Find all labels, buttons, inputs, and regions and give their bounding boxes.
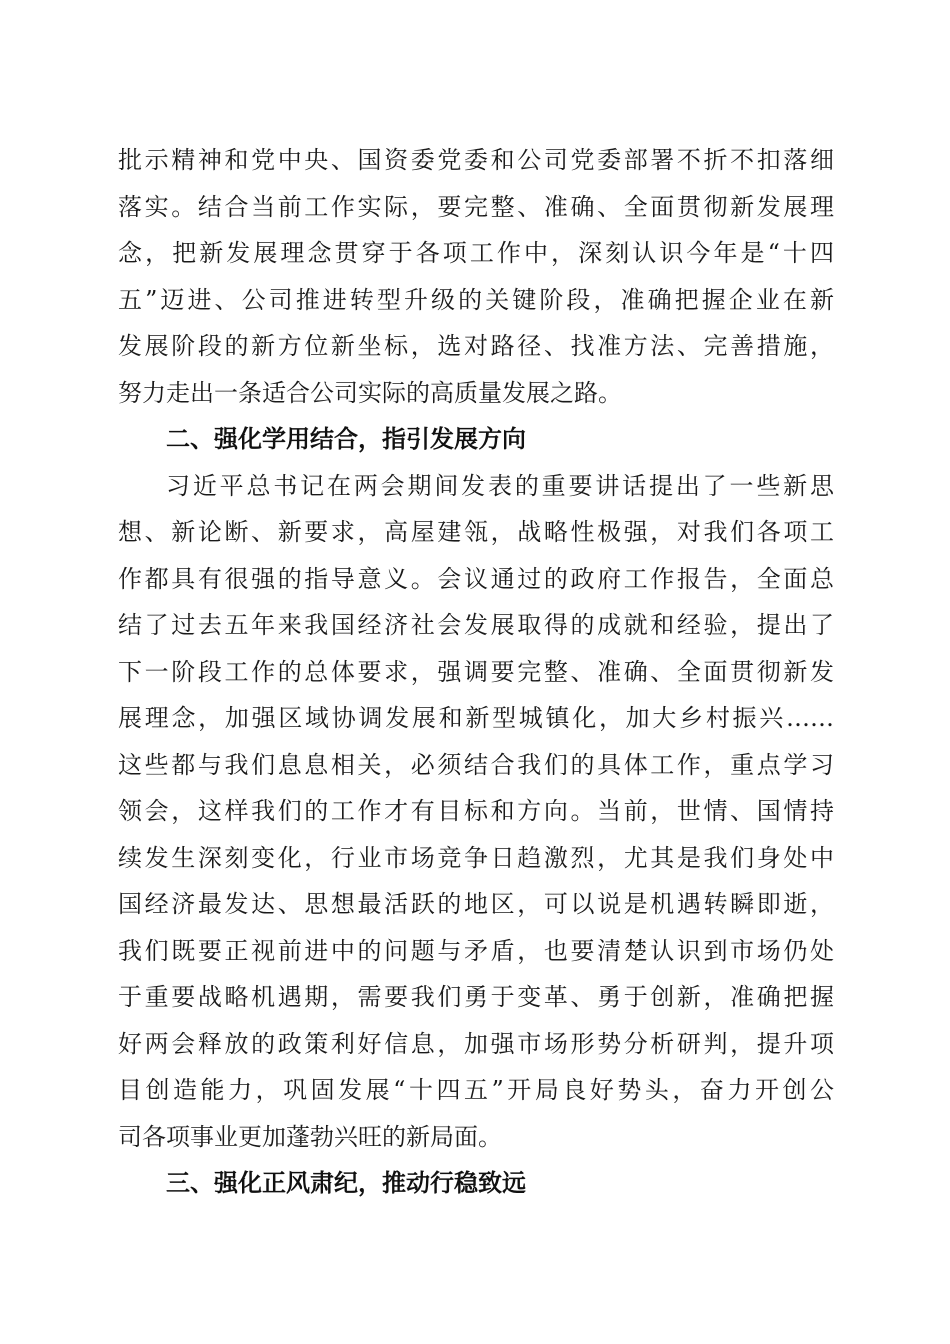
paragraph-2-line-13: 好两会释放的政策利好信息，加强市场形势分析研判，提升项: [118, 1030, 834, 1058]
paragraph-2-line-3: 作都具有很强的指导意义。会议通过的政府工作报告，全面总: [118, 565, 834, 593]
paragraph-2-line-4: 结了过去五年来我国经济社会发展取得的成就和经验，提出了: [118, 611, 834, 639]
paragraph-2-line-9: 续发生深刻变化，行业市场竞争日趋激烈，尤其是我们身处中: [118, 844, 834, 872]
paragraph-2-line-10: 国经济最发达、思想最活跃的地区，可以说是机遇转瞬即逝，: [118, 890, 834, 918]
paragraph-2-line-1: 习近平总书记在两会期间发表的重要讲话提出了一些新思: [166, 472, 834, 500]
paragraph-1-line-3: 念，把新发展理念贯穿于各项工作中，深刻认识今年是“十四: [118, 239, 834, 267]
paragraph-2-line-5: 下一阶段工作的总体要求，强调要完整、准确、全面贯彻新发: [118, 658, 834, 686]
paragraph-1-line-2: 落实。结合当前工作实际，要完整、准确、全面贯彻新发展理: [118, 193, 834, 221]
paragraph-1-line-4: 五”迈进、公司推进转型升级的关键阶段，准确把握企业在新: [118, 286, 834, 314]
paragraph-2-line-8: 领会，这样我们的工作才有目标和方向。当前，世情、国情持: [118, 797, 834, 825]
paragraph-2-line-6: 展理念，加强区域协调发展和新型城镇化，加大乡村振兴……: [118, 704, 834, 732]
paragraph-2-line-11: 我们既要正视前进中的问题与矛盾，也要清楚认识到市场仍处: [118, 937, 834, 965]
paragraph-2-line-14: 目创造能力，巩固发展“十四五”开局良好势头，奋力开创公: [118, 1076, 834, 1104]
section-heading-3: 三、强化正风肃纪，推动行稳致远: [166, 1169, 526, 1197]
paragraph-2-line-2: 想、新论断、新要求，高屋建瓴，战略性极强，对我们各项工: [118, 518, 834, 546]
paragraph-1-line-5: 发展阶段的新方位新坐标，选对路径、找准方法、完善措施，: [118, 332, 834, 360]
paragraph-2-line-7: 这些都与我们息息相关，必须结合我们的具体工作，重点学习: [118, 751, 834, 779]
paragraph-1-line-6: 努力走出一条适合公司实际的高质量发展之路。: [118, 379, 622, 407]
paragraph-2-line-12: 于重要战略机遇期，需要我们勇于变革、勇于创新，准确把握: [118, 983, 834, 1011]
section-heading-2: 二、强化学用结合，指引发展方向: [166, 425, 526, 453]
paragraph-2-line-15: 司各项事业更加蓬勃兴旺的新局面。: [118, 1123, 502, 1151]
paragraph-1-line-1: 批示精神和党中央、国资委党委和公司党委部署不折不扣落细: [118, 146, 834, 174]
